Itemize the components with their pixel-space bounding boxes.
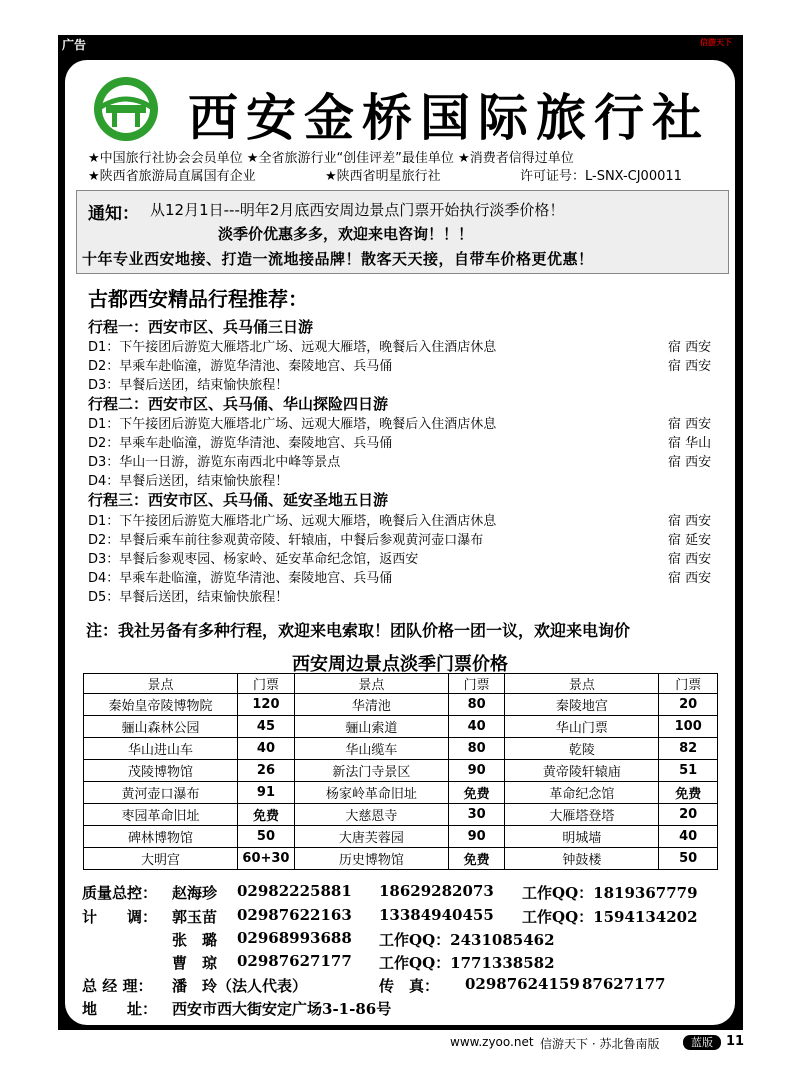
cell-spot: 华山门票 xyxy=(505,716,659,738)
footer-url: www.zyoo.net xyxy=(450,1035,534,1049)
company-name: 西安金桥国际旅行社 xyxy=(188,88,710,147)
col-header: 门票 xyxy=(659,674,718,694)
route-title: 行程三：西安市区、兵马俑、延安圣地五日游 xyxy=(88,491,389,509)
cell-spot: 碑林博物馆 xyxy=(84,826,238,848)
other-itineraries-note: 注：我社另备有多种行程，欢迎来电索取！团队价格一团一议，欢迎来电询价 xyxy=(86,621,631,640)
cell-price: 45 xyxy=(238,716,295,738)
cell-spot: 杨家岭革命旧址 xyxy=(294,782,448,804)
route-day: D1：下午接团后游览大雁塔北广场、远观大雁塔，晚餐后入住酒店休息 xyxy=(88,417,497,432)
contact-qq: 工作QQ：1771338582 xyxy=(379,954,555,972)
page-number: 11 xyxy=(726,1034,745,1049)
source-note: 联系时敬请说明，您的信息来自《信游天下》 xyxy=(395,38,615,51)
contact-label: 计 调： xyxy=(82,908,158,926)
contact-name: 潘 玲（法人代表） xyxy=(172,977,308,995)
cell-price: 40 xyxy=(659,826,718,848)
table-row xyxy=(84,760,718,782)
contact-qq: 工作QQ：1594134202 xyxy=(522,908,698,926)
cell-price: 30 xyxy=(448,804,504,826)
credentials-line-2a: ★陕西省旅游局直属国有企业 xyxy=(88,169,256,184)
cell-spot: 历史博物馆 xyxy=(294,848,448,870)
cell-spot: 新法门寺景区 xyxy=(294,760,448,782)
cell-spot: 钟鼓楼 xyxy=(505,848,659,870)
cell-price: 免费 xyxy=(448,782,504,804)
table-row xyxy=(84,804,718,826)
cell-spot: 华山缆车 xyxy=(294,738,448,760)
cell-price: 免费 xyxy=(659,782,718,804)
route-day: D1：下午接团后游览大雁塔北广场、远观大雁塔，晚餐后入住酒店休息 xyxy=(88,340,497,355)
col-header: 门票 xyxy=(238,674,295,694)
route-day: D4：早乘车赴临潼，游览华清池、秦陵地宫、兵马俑 xyxy=(88,571,393,586)
contact-label: 地 址： xyxy=(82,1000,158,1018)
cell-spot: 华山进山车 xyxy=(84,738,238,760)
cell-spot: 秦陵地宫 xyxy=(505,694,659,716)
cell-spot: 枣园革命旧址 xyxy=(84,804,238,826)
credentials-line-1: ★中国旅行社协会会员单位 ★全省旅游行业“创佳评差”最佳单位 ★消费者信得过单位 xyxy=(88,151,574,166)
cell-price: 82 xyxy=(659,738,718,760)
cell-spot: 革命纪念馆 xyxy=(505,782,659,804)
notice-line-2: 淡季价优惠多多，欢迎来电咨询！！！ xyxy=(218,225,474,243)
route-stay: 宿 西安 xyxy=(668,359,712,374)
contact-name: 张 璐 xyxy=(172,931,218,949)
route-title: 行程一：西安市区、兵马俑三日游 xyxy=(88,318,314,336)
cell-price: 51 xyxy=(659,760,718,782)
license-number: 许可证号：L-SNX-CJ00011 xyxy=(520,169,682,184)
cell-spot: 骊山索道 xyxy=(294,716,448,738)
edition-badge: 蓝版 xyxy=(683,1035,721,1050)
cell-price: 26 xyxy=(238,760,295,782)
table-row xyxy=(84,782,718,804)
table-row xyxy=(84,716,718,738)
cell-price: 免费 xyxy=(238,804,295,826)
route-stay: 宿 西安 xyxy=(668,455,712,470)
contact-mobile: 13384940455 xyxy=(379,906,494,924)
route-stay: 宿 西安 xyxy=(668,552,712,567)
route-day: D3：华山一日游，游览东南西北中峰等景点 xyxy=(88,455,341,470)
cell-price: 免费 xyxy=(448,848,504,870)
table-row xyxy=(84,694,718,716)
contact-mobile: 18629282073 xyxy=(379,882,494,900)
company-logo-icon xyxy=(92,75,160,143)
route-stay: 宿 西安 xyxy=(668,571,712,586)
col-header: 景点 xyxy=(294,674,448,694)
ad-tag: 广告 xyxy=(62,38,87,52)
fax-label: 传 真： xyxy=(379,977,440,995)
contact-label: 总 经 理： xyxy=(82,977,153,995)
cell-price: 80 xyxy=(448,738,504,760)
fax-number-short: 87627177 xyxy=(582,975,666,993)
cell-spot: 骊山森林公园 xyxy=(84,716,238,738)
cell-price: 50 xyxy=(659,848,718,870)
cell-spot: 黄河壶口瀑布 xyxy=(84,782,238,804)
table-row xyxy=(84,848,718,870)
route-stay: 宿 西安 xyxy=(668,514,712,529)
cell-price: 120 xyxy=(238,694,295,716)
price-table-title: 西安周边景点淡季门票价格 xyxy=(292,654,508,675)
contact-name: 郭玉苗 xyxy=(172,908,218,926)
contact-qq: 工作QQ：1819367779 xyxy=(522,884,698,902)
cell-price: 50 xyxy=(238,826,295,848)
route-stay: 宿 华山 xyxy=(668,436,712,451)
route-day: D2：早乘车赴临潼，游览华清池、秦陵地宫、兵马俑 xyxy=(88,359,393,374)
contact-name: 曹 琼 xyxy=(172,954,218,972)
cell-price: 40 xyxy=(238,738,295,760)
route-day: D4：早餐后送团，结束愉快旅程！ xyxy=(88,474,289,489)
route-day: D3：早餐后送团，结束愉快旅程！ xyxy=(88,378,289,393)
route-day: D1：下午接团后游览大雁塔北广场、远观大雁塔，晚餐后入住酒店休息 xyxy=(88,514,497,529)
cell-spot: 大明宫 xyxy=(84,848,238,870)
notice-main: 从12月1日---明年2月底西安周边景点门票开始执行淡季价格！ xyxy=(150,201,565,219)
fax-number: 02987624159 xyxy=(465,975,580,993)
table-row xyxy=(84,738,718,760)
cell-price: 91 xyxy=(238,782,295,804)
route-day: D2：早乘车赴临潼，游览华清池、秦陵地宫、兵马俑 xyxy=(88,436,393,451)
notice-label: 通知： xyxy=(88,204,139,224)
cell-price: 40 xyxy=(448,716,504,738)
cell-price: 90 xyxy=(448,760,504,782)
cell-spot: 茂陵博物馆 xyxy=(84,760,238,782)
route-day: D2：早餐后乘车前往参观黄帝陵、轩辕庙，中餐后参观黄河壶口瀑布 xyxy=(88,533,484,548)
contact-phone: 02987622163 xyxy=(237,906,352,924)
notice-line-3: 十年专业西安地接、打造一流地接品牌！散客天天接，自带车价格更优惠！ xyxy=(82,250,594,268)
footer-publication: 信游天下 · 苏北鲁南版 xyxy=(540,1037,660,1051)
contact-name: 赵海珍 xyxy=(172,884,218,902)
cell-spot: 大慈恩寺 xyxy=(294,804,448,826)
route-day: D3：早餐后参观枣园、杨家岭、延安革命纪念馆，返西安 xyxy=(88,552,419,567)
contact-label: 质量总控： xyxy=(82,884,158,902)
cell-price: 20 xyxy=(659,804,718,826)
cell-spot: 明城墙 xyxy=(505,826,659,848)
route-stay: 宿 西安 xyxy=(668,340,712,355)
cell-price: 60+30 xyxy=(238,848,295,870)
cell-price: 20 xyxy=(659,694,718,716)
itinerary-section-title: 古都西安精品行程推荐： xyxy=(88,287,308,311)
cell-spot: 大雁塔登塔 xyxy=(505,804,659,826)
route-stay: 宿 西安 xyxy=(668,417,712,432)
contact-qq: 工作QQ：2431085462 xyxy=(379,931,555,949)
contact-phone: 02982225881 xyxy=(237,882,352,900)
col-header: 景点 xyxy=(505,674,659,694)
table-header-row xyxy=(84,674,718,694)
cell-spot: 黄帝陵轩辕庙 xyxy=(505,760,659,782)
ticket-price-table xyxy=(83,673,718,870)
credentials-line-2b: ★陕西省明星旅行社 xyxy=(325,169,441,184)
address-text: 西安市西大街安定广场3-1-86号 xyxy=(172,1000,392,1018)
route-title: 行程二：西安市区、兵马俑、华山探险四日游 xyxy=(88,395,389,413)
cell-spot: 华清池 xyxy=(294,694,448,716)
cell-price: 80 xyxy=(448,694,504,716)
cell-spot: 乾陵 xyxy=(505,738,659,760)
cell-spot: 大唐芙蓉园 xyxy=(294,826,448,848)
contact-phone: 02987627177 xyxy=(237,952,352,970)
col-header: 景点 xyxy=(84,674,238,694)
col-header: 门票 xyxy=(448,674,504,694)
cell-spot: 秦始皇帝陵博物院 xyxy=(84,694,238,716)
route-stay: 宿 延安 xyxy=(668,533,712,548)
cell-price: 90 xyxy=(448,826,504,848)
contact-phone: 02968993688 xyxy=(237,929,352,947)
publication-logo: 信游天下 xyxy=(700,38,732,47)
table-row xyxy=(84,826,718,848)
route-day: D5：早餐后送团，结束愉快旅程！ xyxy=(88,590,289,605)
cell-price: 100 xyxy=(659,716,718,738)
